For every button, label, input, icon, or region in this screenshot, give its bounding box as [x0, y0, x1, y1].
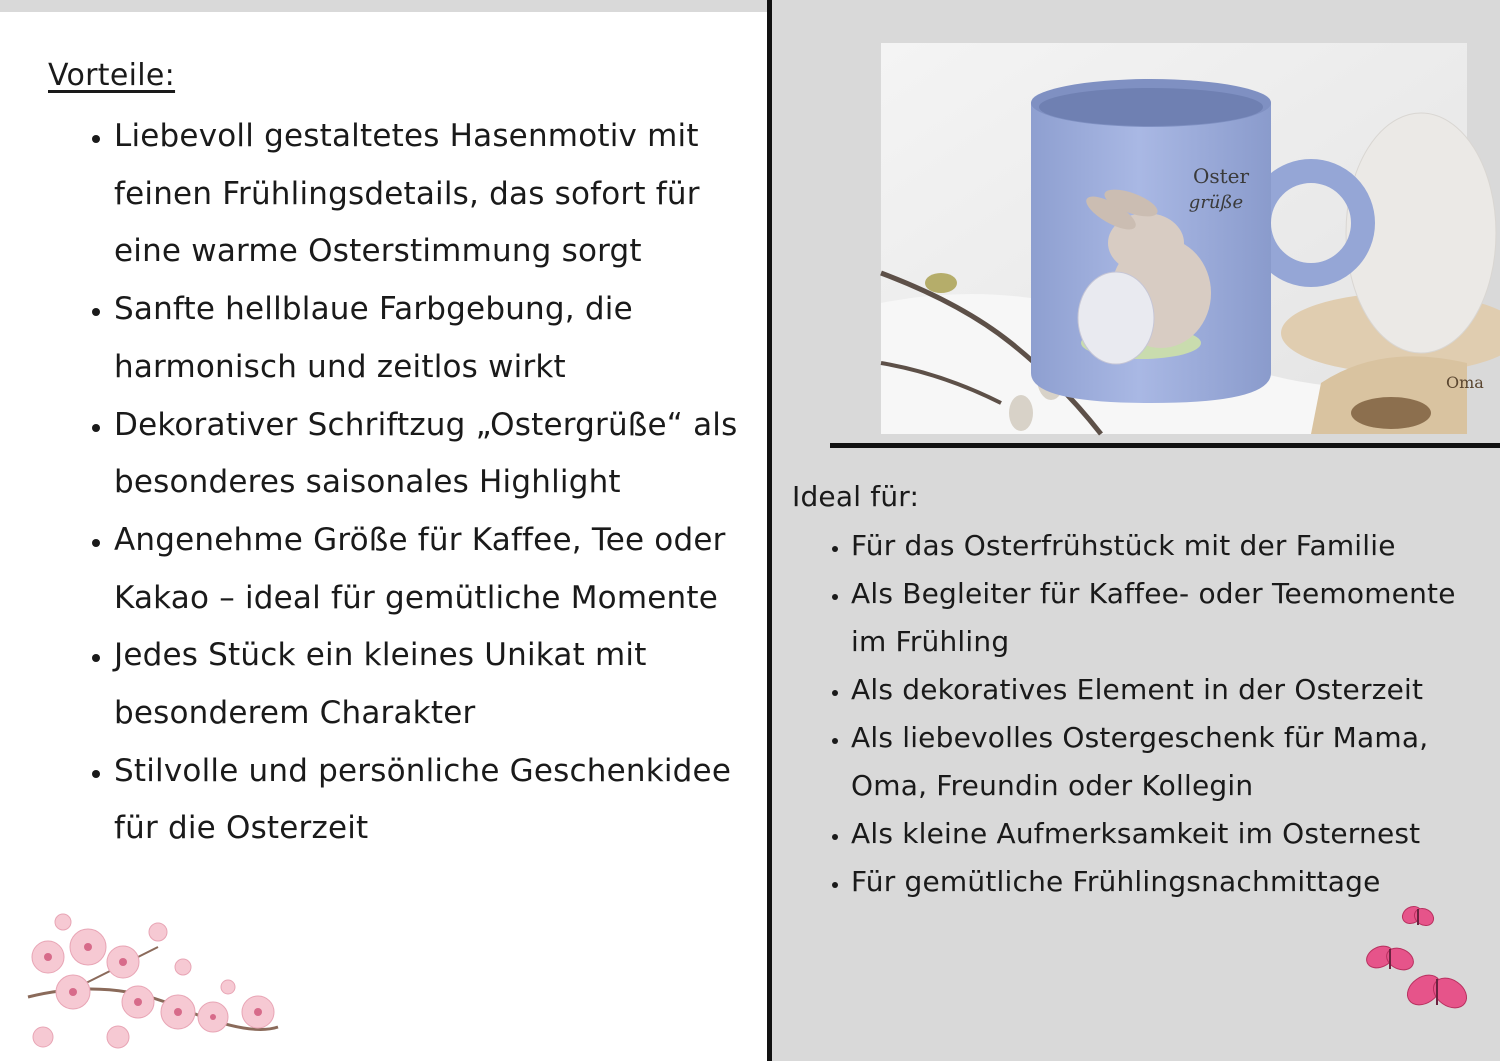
right-panel: [772, 0, 1500, 1061]
left-panel: [0, 12, 767, 1061]
list-item: • Als dekoratives Element in der Osterzeit: [851, 666, 1492, 714]
list-item: • Dekorativer Schriftzug „Ostergrüße“ als besonderes saisonales Highlight: [114, 397, 748, 512]
list-item: • Für gemütliche Frühlingsnachmittage: [851, 858, 1492, 906]
ideal-for-heading: Ideal für:: [792, 480, 920, 513]
butterflies-decoration: [1362, 895, 1472, 1025]
advantages-heading: Vorteile:: [48, 58, 176, 93]
list-item: • Für das Osterfrühstück mit der Familie: [851, 522, 1492, 570]
list-item: • Als liebevolles Ostergeschenk für Mama, Oma, Freundin oder Kollegin: [851, 714, 1492, 810]
mug-print-text-2: grüße: [1188, 192, 1244, 213]
mug-print-text-1: Oster: [1192, 164, 1250, 188]
list-item: • Stilvolle und persönliche Geschenkidee für die Osterzeit: [114, 743, 748, 858]
advantages-list: [48, 108, 748, 858]
list-item: • Sanfte hellblaue Farbgebung, die harmonisch und zeitlos wirkt: [114, 281, 748, 396]
ideal-for-list: [792, 522, 1492, 906]
wood-tag-text: Oma: [1446, 373, 1484, 392]
cherry-blossom-decoration: [18, 907, 288, 1057]
horizontal-divider: [830, 443, 1500, 448]
list-item: • Als kleine Aufmerksamkeit im Osternest: [851, 810, 1492, 858]
list-item: • Als Begleiter für Kaffee- oder Teemomente im Frühling: [851, 570, 1492, 666]
list-item: • Jedes Stück ein kleines Unikat mit besonderem Charakter: [114, 627, 748, 742]
list-item: • Liebevoll gestaltetes Hasenmotiv mit feinen Frühlingsdetails, das sofort für eine warme Osterstimmung sorgt: [114, 108, 748, 281]
top-gray-strip: [0, 0, 768, 12]
list-item: • Angenehme Größe für Kaffee, Tee oder Kakao – ideal für gemütliche Momente: [114, 512, 748, 627]
product-photo-easter-mug: [881, 43, 1484, 434]
